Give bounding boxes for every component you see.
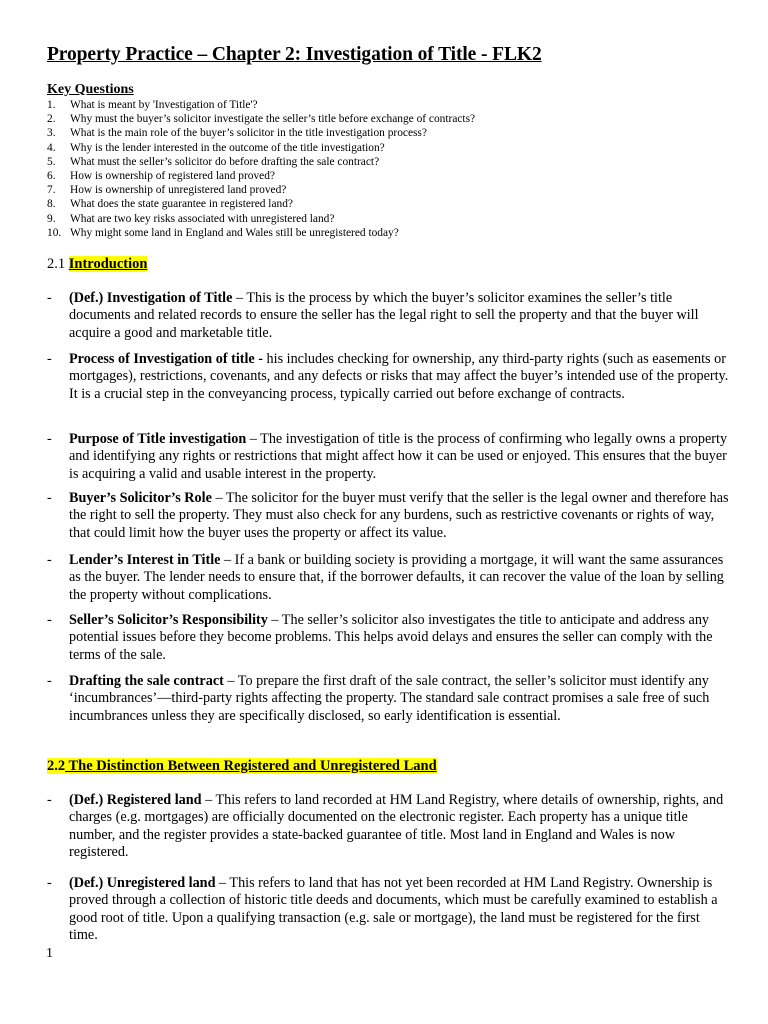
bullet-dash: -: [47, 290, 52, 306]
bullet-term: Seller’s Solicitor’s Responsibility: [69, 612, 268, 628]
section-title: Introduction: [68, 256, 148, 272]
bullet-body: [69, 351, 729, 403]
section-number: 2.1: [47, 256, 66, 272]
bullet-term: Drafting the sale contract: [69, 673, 224, 689]
bullet-term: (Def.) Unregistered land: [69, 875, 216, 891]
list-number: 10.: [47, 226, 62, 239]
question-text: What must the seller’s solicitor do before drafting the sale contract?: [70, 155, 380, 168]
bullet-body: [69, 792, 729, 861]
bullet-text: – The solicitor for the buyer must verify that the seller is the legal owner and therefore has the right to sell the property. They must also check for any burdens, such as restrictive covenants or rights of way, that could limit how the buyer uses the property or affect its value.: [69, 490, 729, 541]
bullet-text: – This refers to land that has not yet been recorded at HM Land Registry. Ownership is proved through a collection of historic title deeds and documents, which must be carefully examined to establish a good root of title. Upon a qualifying transaction (e.g. sale or mortgage), the land must be registered for the first time.: [69, 875, 718, 943]
bullet-term: Process of Investigation of title -: [69, 351, 263, 367]
question-text: Why must the buyer’s solicitor investigate the seller’s title before exchange of contracts?: [70, 113, 476, 126]
list-number: 1.: [47, 99, 56, 111]
bullet-dash: -: [47, 673, 52, 689]
bullet-dash: -: [47, 490, 52, 506]
list-number: 9.: [47, 212, 56, 225]
bullet-text: his includes checking for ownership, any third-party rights (such as easements or mortgages), restrictions, covenants, and any defects or risks that may affect the buyer’s intended use of the property. It is a crucial step in the conveyancing process, typically carried out before exchange of contracts.: [69, 351, 729, 402]
bullet-text: – The investigation of title is the process of confirming who legally owns a property and identifying any rights or restrictions that might affect how it can be used or enjoyed. This ensures that the buyer is acquiring a valid and usable interest in the property.: [69, 431, 728, 482]
bullet-dash: -: [47, 875, 52, 891]
list-number: 8.: [47, 198, 56, 211]
list-number: 3.: [47, 127, 56, 140]
page-number: 1: [46, 946, 53, 961]
bullet-text: – If a bank or building society is providing a mortgage, it will want the same assurances as the buyer. The lender needs to ensure that, if the borrower defaults, it can recover the value of the loan by selling the property without complications.: [69, 552, 724, 603]
bullet-body: [69, 290, 729, 342]
bullet-text: – This refers to land recorded at HM Land Registry, where details of ownership, rights, and charges (e.g. mortgages) are officially documented on the electronic register. Each property has a unique title number, and the register provides a state-backed guarantee of title. Most land in England and Wales is now registered.: [69, 792, 724, 860]
bullet-text: – The seller’s solicitor also investigates the title to anticipate and address any potential issues before they become problems. This helps avoid delays and ensures the seller can comply with the terms of the sale.: [69, 612, 713, 663]
key-questions-heading: Key Questions: [47, 82, 134, 97]
bullet-body: [69, 612, 729, 664]
question-text: What is meant by 'Investigation of Title'?: [70, 99, 258, 111]
question-text: What is the main role of the buyer’s solicitor in the title investigation process?: [70, 127, 427, 140]
bullet-body: [69, 552, 729, 604]
list-number: 7.: [47, 184, 56, 197]
question-text: What are two key risks associated with unregistered land?: [70, 212, 335, 225]
list-number: 6.: [47, 169, 56, 182]
list-number: 5.: [47, 155, 56, 168]
section-number: 2.2: [47, 758, 66, 774]
question-text: How is ownership of registered land proved?: [70, 169, 275, 182]
bullet-dash: -: [47, 612, 52, 628]
bullet-term: (Def.) Registered land: [69, 792, 202, 808]
section-title-text: The Distinction Between Registered and Unregistered Land: [68, 758, 437, 774]
list-number: 4.: [47, 141, 56, 154]
question-text: How is ownership of unregistered land proved?: [70, 184, 287, 197]
bullet-dash: -: [47, 351, 52, 367]
bullet-term: (Def.) Investigation of Title: [69, 290, 233, 306]
document-title: Property Practice – Chapter 2: Investigation of Title - FLK2: [47, 44, 542, 65]
bullet-term: Purpose of Title investigation: [69, 431, 247, 447]
bullet-text: – This is the process by which the buyer’s solicitor examines the seller’s title documents and related records to ensure the seller has the legal right to sell the property and that the buyer will acquire a good and marketable title.: [69, 290, 699, 341]
question-text: Why is the lender interested in the outcome of the title investigation?: [70, 141, 385, 154]
bullet-body: [69, 875, 729, 944]
list-number: 2.: [47, 113, 56, 126]
bullet-body: [69, 673, 729, 725]
bullet-term: Buyer’s Solicitor’s Role: [69, 490, 212, 506]
bullet-body: [69, 431, 729, 483]
bullet-dash: -: [47, 792, 52, 808]
bullet-dash: -: [47, 552, 52, 568]
section-title: [65, 758, 437, 774]
question-text: Why might some land in England and Wales still be unregistered today?: [70, 226, 399, 239]
bullet-dash: -: [47, 431, 52, 447]
bullet-text: – To prepare the first draft of the sale contract, the seller’s solicitor must identify any ‘incumbrances’—third-party rights affecting the property. The standard sale contract promises a sale free of such incumbrances unless they are specifically disclosed, so early identification is essential.: [69, 673, 710, 724]
bullet-body: [69, 490, 729, 542]
section-heading-registered-land: [47, 758, 437, 775]
question-text: What does the state guarantee in registered land?: [70, 198, 293, 211]
section-heading-introduction: [47, 256, 147, 273]
bullet-term: Lender’s Interest in Title: [69, 552, 221, 568]
